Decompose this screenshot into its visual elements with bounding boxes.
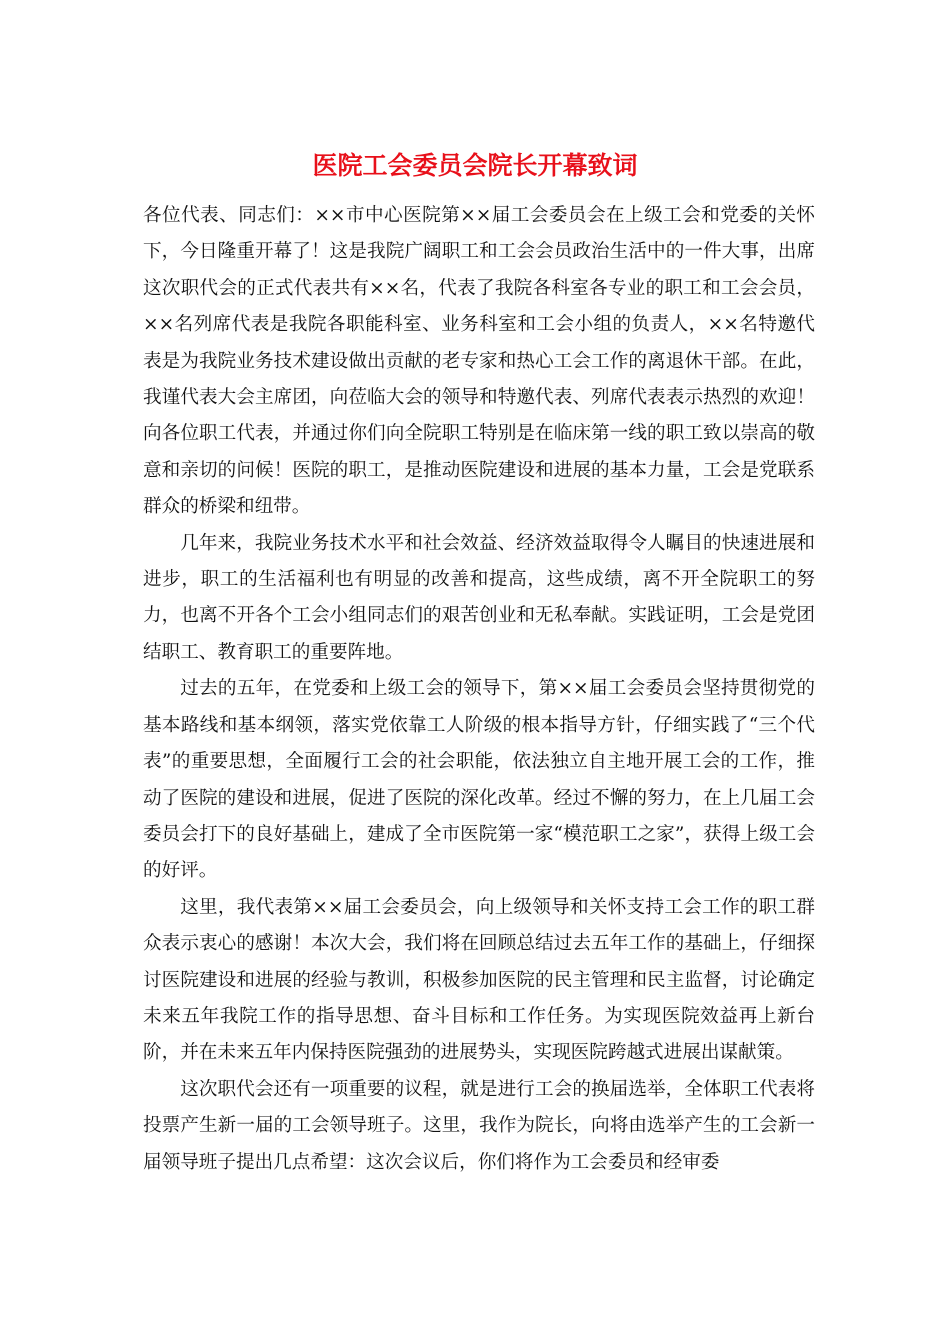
paragraph-achievements: 几年来，我院业务技术水平和社会效益、经济效益取得令人瞩目的快速进展和进步，职工的生活福利也有明显的改善和提高，这些成绩，离不开全院职工的努力，也离不开各个工会小组同志们的艰苦创业和无私奉献。实践证明，工会是党团结职工、教育职工的重要阵地。 <box>143 532 815 663</box>
paragraph-thanks-and-agenda: 这里，我代表第××届工会委员会，向上级领导和关怀支持工会工作的职工群众表示衷心的感谢！本次大会，我们将在回顾总结过去五年工作的基础上，仔细探讨医院建设和进展的经验与教训，积极参加医院的民主管理和民主监督，讨论确定未来五年我院工作的指导思想、奋斗目标和工作任务。为实现医院效益再上新台阶，并在未来五年内保持医院强劲的进展势头，实现医院跨越式进展出谋献策。 <box>143 896 815 1064</box>
document-title: 医院工会委员会院长开幕致词 <box>312 151 638 180</box>
paragraph-election: 这次职代会还有一项重要的议程，就是进行工会的换届选举，全体职工代表将投票产生新一届的工会领导班子。这里，我作为院长，向将由选举产生的工会新一届领导班子提出几点希望：这次会议后，你们将作为工会委员和经审委 <box>143 1078 815 1173</box>
paragraph-past-five-years: 过去的五年，在党委和上级工会的领导下，第××届工会委员会坚持贯彻党的基本路线和基本纲领，落实党依靠工人阶级的根本指导方针，仔细实践了“三个代表”的重要思想，全面履行工会的社会职能，依法独立自主地开展工会的工作，推动了医院的建设和进展，促进了医院的深化改革。经过不懈的努力，在上几届工会委员会打下的良好基础上，建成了全市医院第一家“模范职工之家”，获得上级工会的好评。 <box>143 678 815 882</box>
document-body <box>143 198 815 1181</box>
paragraph-greeting: 各位代表、同志们：××市中心医院第××届工会委员会在上级工会和党委的关怀下，今日隆重开幕了！这是我院广阔职工和工会会员政治生活中的一件大事，出席这次职代会的正式代表共有××名，代表了我院各科室各专业的职工和工会会员，××名列席代表是我院各职能科室、业务科室和工会小组的负责人，××名特邀代表是为我院业务技术建设做出贡献的老专家和热心工会工作的离退休干部。在此，我谨代表大会主席团，向莅临大会的领导和特邀代表、列席代表表示热烈的欢迎！向各位职工代表，并通过你们向全院职工特别是在临床第一线的职工致以崇高的敬意和亲切的问候！医院的职工，是推动医院建设和进展的基本力量，工会是党联系群众的桥梁和纽带。 <box>143 205 815 518</box>
